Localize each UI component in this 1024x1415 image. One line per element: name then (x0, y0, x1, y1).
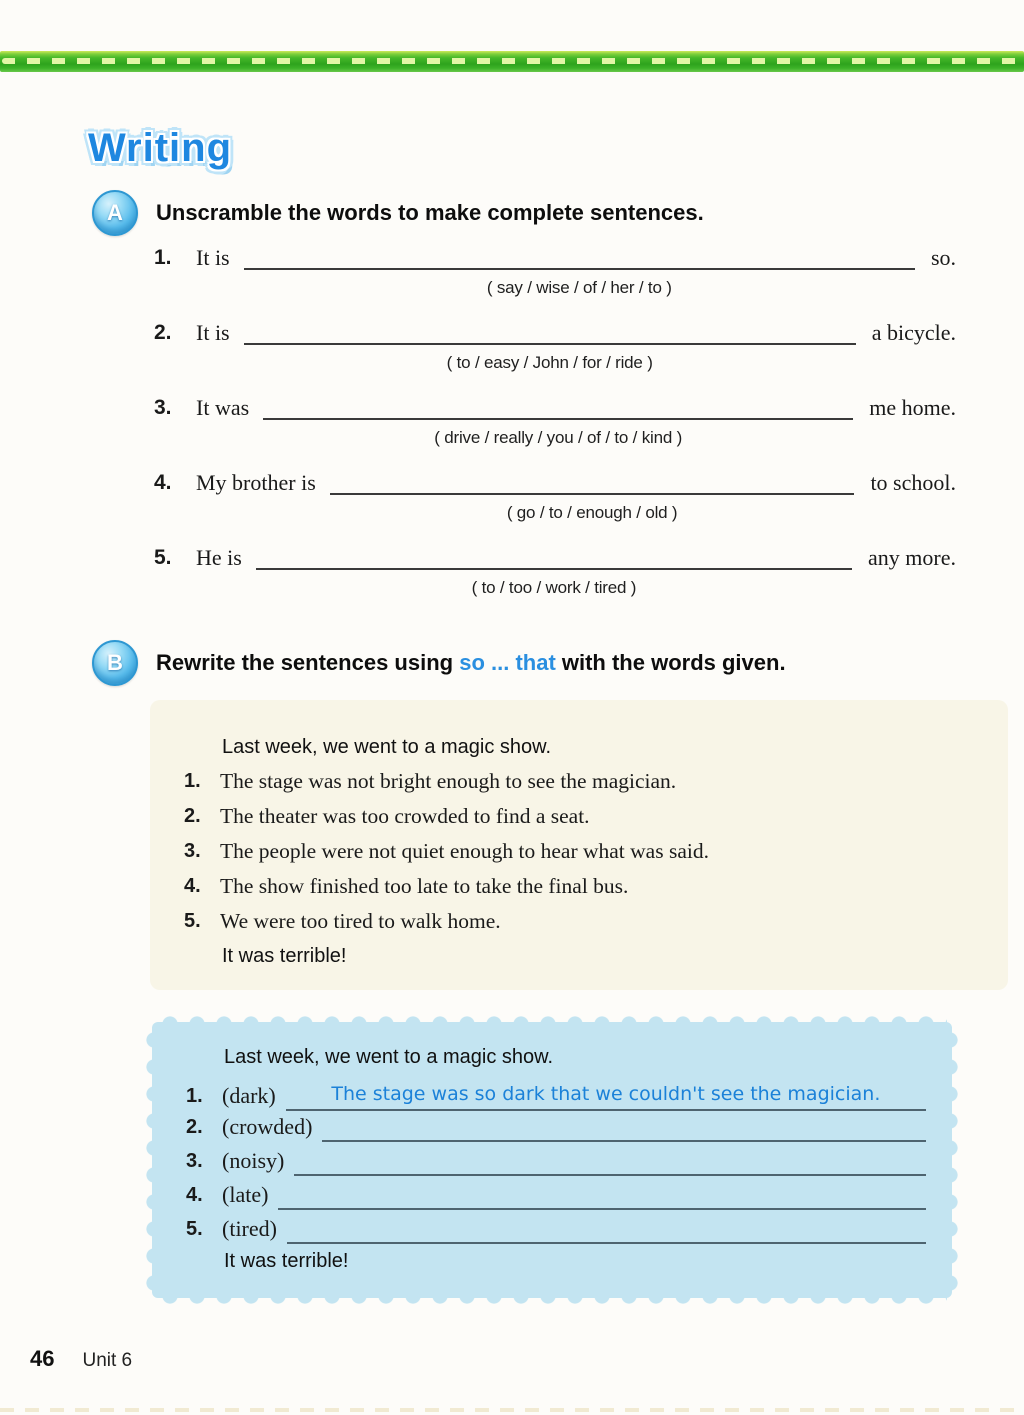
section-a-badge: A (92, 190, 138, 236)
word-label: (tired) (222, 1216, 277, 1241)
item-number: 5. (186, 1218, 203, 1240)
sentence-suffix: to school. (870, 470, 956, 495)
answer-item (186, 1210, 926, 1244)
sentence-text: We were too tired to walk home. (220, 909, 501, 933)
section-a-heading: Unscramble the words to make complete sentences. (156, 200, 704, 225)
blank-line[interactable] (330, 468, 855, 495)
answer-line[interactable] (322, 1114, 926, 1142)
item-number: 3. (154, 396, 172, 419)
source-sentence (184, 764, 988, 799)
word-label: (late) (222, 1182, 269, 1207)
source-sentence (184, 869, 988, 904)
stamp-edge-bottom (157, 1297, 947, 1305)
answer-line[interactable] (286, 1080, 926, 1111)
intro-sentence: Last week, we went to a magic show. (224, 1046, 554, 1068)
word-label: (dark) (222, 1083, 276, 1108)
outro-sentence: It was terrible! (222, 945, 347, 967)
item-number: 1. (186, 1085, 203, 1107)
item-number: 5. (154, 546, 172, 569)
stamp-edge-right (951, 1027, 959, 1293)
sentence-prefix: It is (196, 320, 230, 345)
sentence-prefix: My brother is (196, 470, 316, 495)
heading-highlight: so ... that (459, 650, 556, 675)
blank-line[interactable] (244, 318, 856, 345)
word-hint: ( go / to / enough / old ) (506, 503, 678, 522)
item-number: 3. (186, 1150, 203, 1172)
item-number: 4. (186, 1184, 203, 1206)
sentence-prefix: It was (196, 395, 250, 420)
section-a-header (92, 190, 704, 236)
blank-line[interactable] (244, 243, 915, 270)
exercise-item (154, 393, 956, 450)
section-b-heading (156, 650, 786, 676)
word-hint: ( say / wise / of / her / to ) (486, 278, 672, 297)
sentence-suffix: a bicycle. (871, 320, 956, 345)
item-number: 2. (186, 1116, 203, 1138)
sentence-suffix: any more. (868, 545, 956, 570)
sentence-text: The theater was too crowded to find a seat. (220, 804, 590, 828)
sentence-text: The stage was not bright enough to see the magician. (220, 769, 677, 793)
item-number: 2. (154, 321, 172, 344)
item-number: 5. (184, 910, 201, 932)
answer-box (152, 1022, 952, 1298)
source-sentence (184, 904, 988, 939)
unit-label: Unit 6 (82, 1350, 133, 1371)
stitched-ribbon-border (0, 51, 1024, 72)
bottom-edge-decoration (0, 1408, 1024, 1412)
sentence-prefix: It is (196, 245, 230, 270)
item-number: 4. (154, 471, 172, 494)
answer-line[interactable] (294, 1148, 926, 1176)
item-number: 1. (184, 770, 201, 792)
heading-text: Rewrite the sentences using (156, 650, 460, 675)
blank-line[interactable] (263, 393, 853, 420)
sentence-suffix: me home. (869, 395, 956, 420)
intro-sentence: Last week, we went to a magic show. (222, 736, 552, 758)
blank-line[interactable] (256, 543, 852, 570)
word-hint: ( drive / really / you / of / to / kind ) (434, 428, 683, 447)
answer-line[interactable] (278, 1182, 926, 1210)
word-label: (noisy) (222, 1148, 285, 1173)
item-number: 3. (184, 840, 201, 862)
answer-item (186, 1108, 926, 1142)
sentence-text: The show finished too late to take the final bus. (220, 874, 629, 898)
stamp-edge-left (145, 1027, 153, 1293)
answer-line[interactable] (287, 1216, 926, 1244)
page-title: Writing (88, 126, 233, 170)
exercise-item (154, 318, 956, 375)
item-number: 2. (184, 805, 201, 827)
word-hint: ( to / too / work / tired ) (471, 578, 637, 597)
sentence-prefix: He is (196, 545, 242, 570)
handwritten-answer: The stage was so dark that we couldn't see the magician. (331, 1083, 881, 1105)
word-label: (crowded) (222, 1114, 313, 1139)
outro-sentence: It was terrible! (224, 1250, 349, 1272)
section-a-items (154, 243, 956, 618)
source-sentence (184, 799, 988, 834)
heading-text: with the words given. (555, 650, 786, 675)
source-sentences-box (150, 700, 1008, 990)
exercise-item (154, 243, 956, 300)
section-b-header (92, 640, 786, 686)
stamp-edge-top (157, 1015, 947, 1023)
item-number: 4. (184, 875, 201, 897)
source-sentence (184, 834, 988, 869)
sentence-text: The people were not quiet enough to hear what was said. (220, 839, 709, 863)
word-hint: ( to / easy / John / for / ride ) (446, 353, 653, 372)
answer-item (186, 1176, 926, 1210)
section-b-badge: B (92, 640, 138, 686)
exercise-item (154, 543, 956, 600)
page-number: 46 (30, 1346, 55, 1371)
page-footer (30, 1346, 132, 1372)
answer-item (186, 1142, 926, 1176)
exercise-item (154, 468, 956, 525)
sentence-suffix: so. (930, 245, 956, 270)
answer-item (186, 1074, 926, 1108)
item-number: 1. (154, 246, 172, 269)
